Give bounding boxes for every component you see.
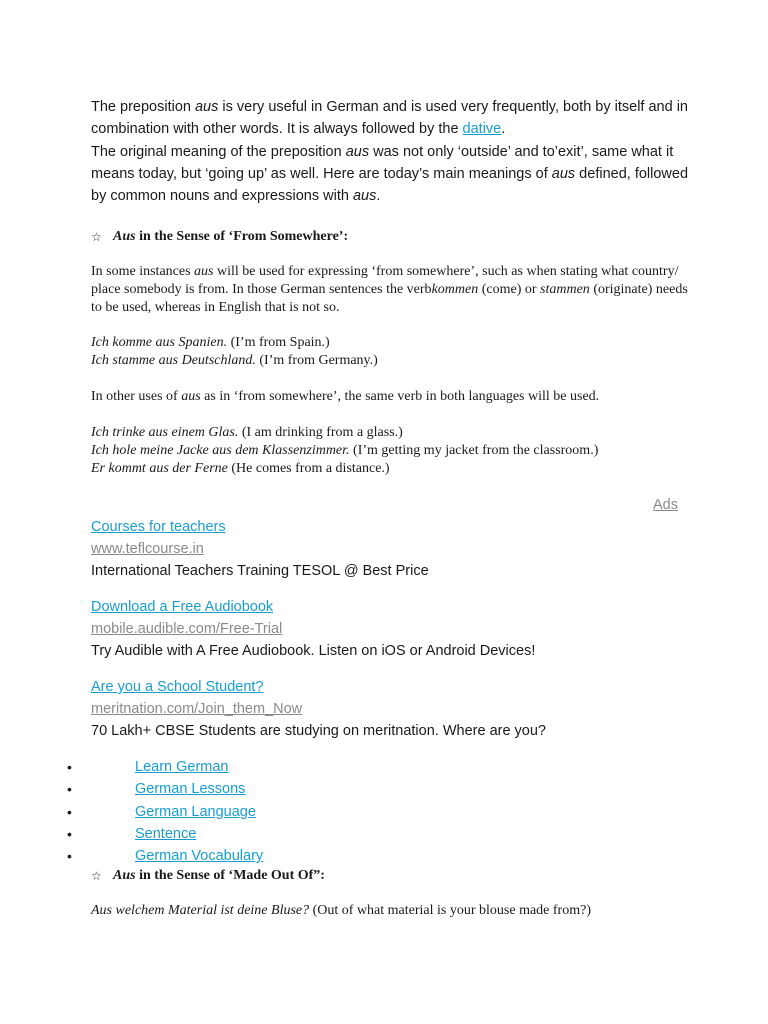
para-text: as in ‘from somewhere’, the same verb in both languages will be used.: [200, 389, 600, 404]
intro-aus: aus: [194, 99, 219, 115]
bullet-icon: •: [67, 825, 72, 842]
topic-link[interactable]: German Lessons: [135, 781, 246, 798]
example-line: [91, 460, 598, 478]
dative-link[interactable]: dative: [462, 121, 502, 138]
section1-paragraph-2: [91, 388, 691, 406]
example-line: [91, 352, 378, 370]
ad-url-link[interactable]: mobile.audible.com/Free-Trial: [91, 621, 283, 637]
para-aus: aus: [181, 389, 201, 404]
examples-group-1: [91, 334, 378, 370]
section-heading-from-somewhere: [91, 228, 348, 246]
ad-title-link[interactable]: Are you a School Student?: [91, 679, 264, 695]
intro-text: .: [376, 188, 381, 205]
heading-aus: Aus: [113, 229, 136, 244]
para-text: In other uses of: [91, 389, 182, 404]
intro-text: The original meaning of the preposition: [91, 143, 346, 160]
para-kommen: kommen: [431, 282, 479, 297]
ad-item: [91, 516, 429, 582]
bullet-icon: •: [67, 848, 72, 865]
list-item: [0, 845, 263, 867]
para-text: (originate) needs to be used, whereas in English that is not so.: [91, 282, 688, 315]
example-german: Ich komme aus Spanien.: [91, 335, 228, 350]
topic-links-list: [0, 756, 263, 867]
heading-text: in the Sense of ‘Made Out Of”:: [135, 868, 325, 883]
heading-text: in the Sense of ‘From Somewhere’:: [135, 229, 349, 244]
intro-text: The preposition: [91, 99, 195, 115]
intro-text: defined, followed by common nouns and expressions with: [91, 165, 689, 205]
para-text: will be used for expressing ‘from somewhere’, such as when stating what country/ place somebody is from. In those German sentences the verb: [91, 264, 679, 297]
ad-url-link[interactable]: www.teflcourse.in: [91, 541, 204, 557]
ad-description: International Teachers Training TESOL @ Best Price: [91, 563, 429, 579]
example-english: (I am drinking from a glass.): [238, 425, 403, 440]
ad-description: Try Audible with A Free Audiobook. Listen on iOS or Android Devices!: [91, 643, 536, 659]
topic-link[interactable]: German Vocabulary: [135, 848, 264, 865]
topic-link[interactable]: German Language: [135, 803, 256, 820]
example-english: (He comes from a distance.): [227, 461, 390, 476]
example-english: (Out of what material is your blouse made from?): [309, 903, 591, 918]
example-line: [91, 424, 598, 442]
star-icon: ☆: [91, 230, 102, 244]
ad-url-link[interactable]: meritnation.com/Join_them_Now: [91, 701, 303, 717]
example-german: Er kommt aus der Ferne: [91, 461, 228, 476]
intro-text: is very useful in German and is used very frequently, both by itself and in combination with other words. It is always followed by the: [91, 99, 688, 138]
intro-text: was not only ‘outside’ and to’exit’, same what it means today, but ‘going up’ as well. Here are today’s main meanings of: [91, 143, 674, 182]
example-english: (I’m getting my jacket from the classroom.): [349, 443, 599, 458]
para-aus: aus: [194, 264, 214, 279]
example-german: Ich stamme aus Deutschland.: [91, 353, 256, 368]
ad-title-link[interactable]: Courses for teachers: [91, 519, 226, 535]
list-item: [0, 756, 263, 778]
list-item: [0, 801, 263, 823]
ad-item: [91, 676, 546, 742]
list-item: [0, 778, 263, 800]
intro-paragraph-1: [91, 96, 691, 141]
section-heading-made-out-of: [91, 867, 325, 885]
para-text: In some instances: [91, 264, 195, 279]
list-item: [0, 823, 263, 845]
intro-text: .: [501, 121, 506, 138]
intro-aus: aus: [352, 188, 377, 205]
example-english: (I’m from Spain.): [227, 335, 330, 350]
intro-section: [91, 96, 691, 207]
bullet-icon: •: [67, 759, 72, 775]
topic-link[interactable]: Learn German: [135, 759, 229, 775]
ad-description: 70 Lakh+ CBSE Students are studying on meritnation. Where are you?: [91, 723, 547, 739]
intro-aus: aus: [551, 165, 576, 182]
ads-label[interactable]: Ads: [653, 497, 678, 513]
para-text: (come) or: [478, 282, 541, 297]
example-english: (I’m from Germany.): [255, 353, 378, 368]
section1-paragraph-1: [91, 263, 691, 317]
example-line: [91, 442, 598, 460]
intro-aus: aus: [345, 143, 370, 160]
bullet-icon: •: [67, 781, 72, 798]
star-icon: ☆: [91, 869, 102, 883]
examples-group-2: [91, 424, 598, 478]
example-line: [91, 902, 591, 920]
example-line: [91, 334, 378, 352]
ad-title-link[interactable]: Download a Free Audiobook: [91, 599, 274, 615]
intro-paragraph-2: [91, 141, 691, 208]
example-german: Ich trinke aus einem Glas.: [91, 425, 239, 440]
bullet-icon: •: [67, 803, 72, 820]
heading-aus: Aus: [113, 868, 136, 883]
topic-link[interactable]: Sentence: [135, 825, 197, 842]
example-german: Ich hole meine Jacke aus dem Klassenzimmer.: [91, 443, 350, 458]
ad-item: [91, 596, 535, 662]
para-stammen: stammen: [540, 282, 590, 297]
example-german: Aus welchem Material ist deine Bluse?: [91, 903, 310, 918]
